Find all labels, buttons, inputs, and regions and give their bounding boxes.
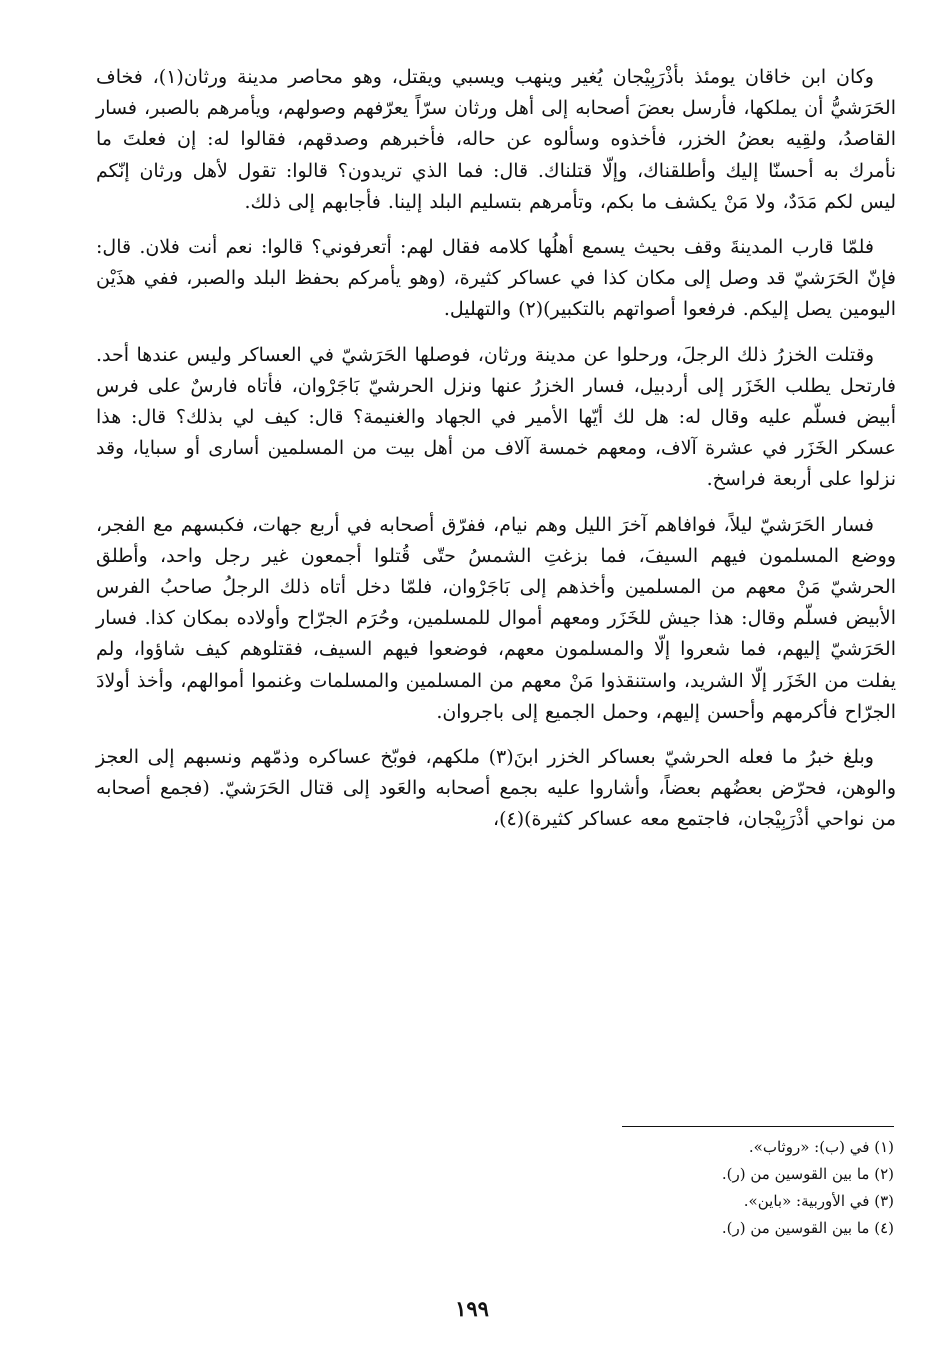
page-number: ١٩٩ bbox=[455, 1296, 489, 1321]
paragraph-1: وكان ابن خاقان يومئذ بأذْرَبِيْجان يُغير وينهب ويسبي ويقتل، وهو محاصر مدينة ورثان(١)، فخاف الحَرَشيُّ أن يملكها، فأرسل بعضَ أصحابه إلى أهل ورثان سرّاً يعرّفهم وصولهم، ويأمرهم بالصبر، فسار القاصدُ، ولقِيه بعضُ الخزر، فأخذوه وسألوه عن حاله، فأخبرهم وصدقهم، فقالوا له: إن فعلتَ ما نأمرك به أحسنّا إليك وأطلقناك، وإلّا قتلناك. قال: فما الذي تريدون؟ قالوا: تقول لأهل ورثان إنّكم ليس لكم مَدَدٌ، ولا مَنْ يكشف ما بكم، وتأمرهم بتسليم البلد إلينا. فأجابهم إلى ذلك. bbox=[96, 66, 896, 213]
paragraph-3: وقتلت الخزرُ ذلك الرجلَ، ورحلوا عن مدينة ورثان، فوصلها الحَرَشيّ في العساكر وليس عندها أحد. فارتحل يطلب الخَزَر إلى أردبيل، فسار الخزرُ عنها ونزل الحرشيّ بَاجَرْوان، فأتاه فارسٌ على فرس أبيض فسلّم عليه وقال له: هل لك أيّها الأمير في الجهاد والغنيمة؟ قال: كيف لي بذلك؟ قال: هذا عسكر الخَزَر في عشرة آلاف، ومعهم خمسة آلاف من أهل بيت من المسلمين أسارى أو سبايا، وقد نزلوا على أربعة فراسخ. bbox=[96, 343, 896, 491]
footnote-4: (٤) ما بين القوسين من (ر). bbox=[721, 1219, 894, 1237]
footnote-1: (١) في (ب): «روثاب». bbox=[748, 1138, 894, 1156]
footnote-divider bbox=[622, 1126, 894, 1127]
body-text bbox=[96, 62, 896, 846]
footnote-3: (٣) في الأوربية: «باين». bbox=[743, 1192, 894, 1210]
footnote-2: (٢) ما بين القوسين من (ر). bbox=[721, 1165, 894, 1183]
paragraph-2: فلمّا قارب المدينةَ وقف بحيث يسمع أهلُها كلامه فقال لهم: أتعرفوني؟ قالوا: نعم أنت فلان. قال: فإنّ الحَرَشيّ قد وصل إلى مكان كذا في عساكر كثيرة، (وهو يأمركم بحفظ البلد والصبر، ففي هذَيْن اليومين يصل إليكم. فرفعوا أصواتهم بالتكبير)(٢) والتهليل. bbox=[96, 236, 896, 321]
paragraph-4: فسار الحَرَشيّ ليلاً، فوافاهم آخرَ الليل وهم نيام، ففرّق أصحابه في أربع جهات، فكبسهم مع الفجر، ووضع المسلمون فيهم السيفَ، فما بزغتِ الشمسُ حتّى قُتلوا أجمعون غير رجل واحد، وأطلق الحرشيّ مَنْ معهم من المسلمين وأخذهم إلى بَاجَرْوان، فلمّا دخل أتاه ذلك الرجلُ صاحبُ الفرس الأبيض فسلّم وقال: هذا جيش للخَزَر ومعهم أموال للمسلمين، وحُرَم الجرّاح وأولاده بمكان كذا. فسار الحَرَشيّ إليهم، فما شعروا إلّا والمسلمون معهم، فوضعوا فيهم السيف، فقتلوهم كيف شاؤوا، ولم يفلت من الخَزَر إلّا الشريد، واستنقذوا مَنْ معهم من المسلمين والمسلمات وغنموا أموالهم، وأخذ أولادَ الجرّاح فأكرمهم وأحسن إليهم، وحمل الجميع إلى باجروان. bbox=[96, 513, 896, 723]
paragraph-5: وبلغ خبرُ ما فعله الحرشيّ بعساكر الخزر ابنَ(٣) ملكهم، فوبّخ عساكره وذمّهم ونسبهم إلى العجز والوهن، فحرّض بعضُهم بعضاً، وأشاروا عليه بجمع أصحابه والعَود إلى قتال الحَرَشيّ. (فجمع أصحابه من نواحي أذْرَبِيْجان، فاجتمع معه عساكر كثيرة)(٤)، bbox=[96, 746, 896, 831]
footnotes bbox=[560, 1134, 894, 1242]
